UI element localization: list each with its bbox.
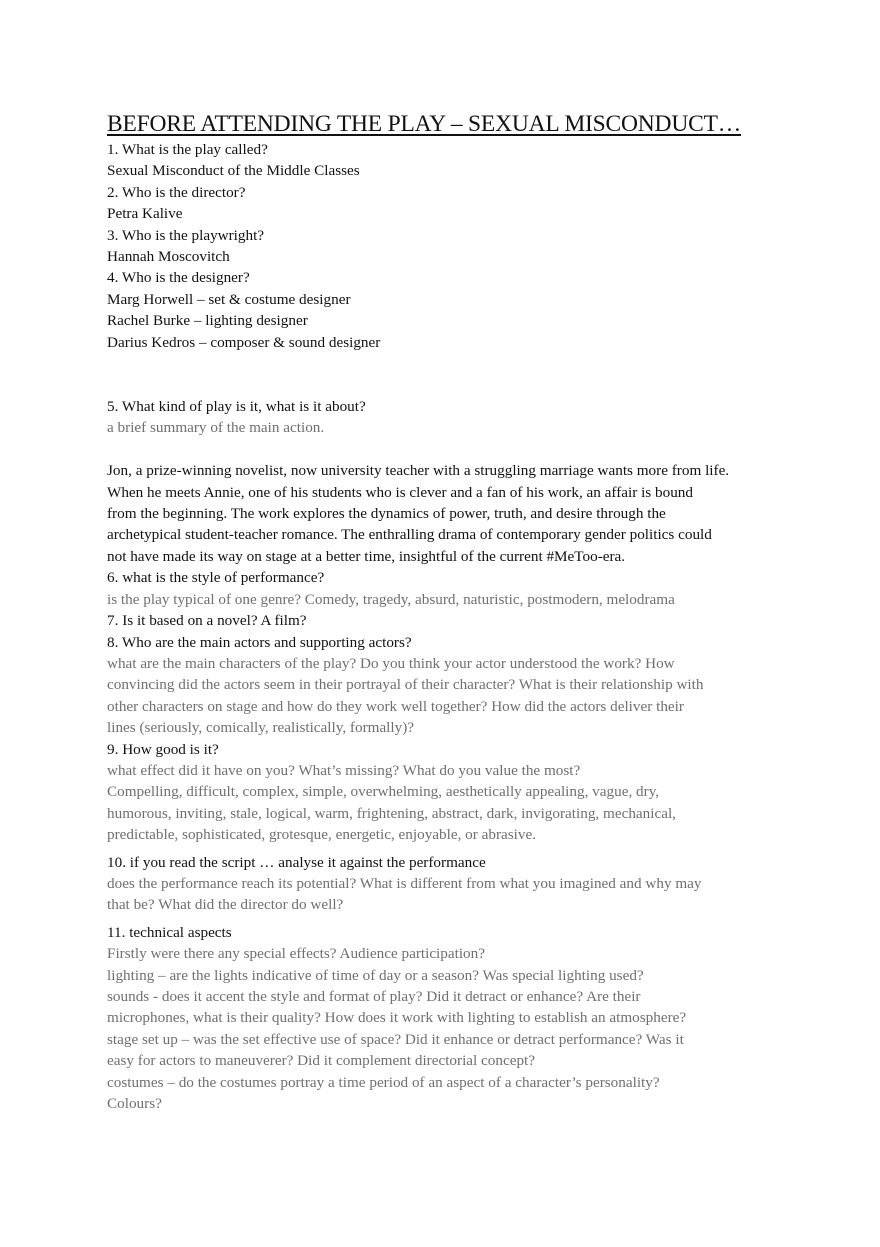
prompt-11-line: costumes – do the costumes portray a time period of an aspect of a character’s personality? [107, 1073, 660, 1091]
prompt-11-line: easy for actors to maneuverer? Did it complement directorial concept? [107, 1052, 536, 1070]
answer-5-line: archetypical student-teacher romance. The enthralling drama of contemporary gender politics could [107, 526, 712, 544]
prompt-11-line: sounds - does it accent the style and format of play? Did it detract or enhance? Are their [107, 988, 641, 1006]
answer-1: Sexual Misconduct of the Middle Classes [107, 162, 360, 180]
prompt-10-line: that be? What did the director do well? [107, 896, 344, 914]
answer-5-line: When he meets Annie, one of his students who is clever and a fan of his work, an affair is bound [107, 483, 693, 501]
answer-5-line: Jon, a prize-winning novelist, now university teacher with a struggling marriage wants more from life. [107, 462, 730, 480]
answer-4-line: Rachel Burke – lighting designer [107, 312, 308, 330]
question-5: 5. What kind of play is it, what is it about? [107, 398, 366, 416]
question-10: 10. if you read the script … analyse it against the performance [107, 853, 486, 871]
prompt-11-line: stage set up – was the set effective use of space? Did it enhance or detract performance? Was it [107, 1030, 684, 1048]
prompt-11-line: Firstly were there any special effects? Audience participation? [107, 945, 485, 963]
question-4: 4. Who is the designer? [107, 269, 250, 287]
question-1: 1. What is the play called? [107, 141, 268, 158]
question-9: 9. How good is it? [107, 740, 219, 758]
prompt-9-line: humorous, inviting, stale, logical, warm, frightening, abstract, dark, invigorating, mechanical, [107, 804, 676, 822]
question-2: 2. Who is the director? [107, 183, 246, 201]
prompt-11-line: Colours? [107, 1095, 162, 1113]
question-list [107, 139, 807, 1114]
prompt-11-line: lighting – are the lights indicative of time of day or a season? Was special lighting used? [107, 966, 644, 984]
question-11: 11. technical aspects [107, 923, 232, 941]
answer-5-line: from the beginning. The work explores the dynamics of power, truth, and desire through the [107, 505, 666, 523]
page-title: BEFORE ATTENDING THE PLAY – SEXUAL MISCONDUCT… [107, 111, 742, 137]
question-3: 3. Who is the playwright? [107, 226, 265, 244]
answer-5-line: not have made its way on stage at a better time, insightful of the current #MeToo-era. [107, 547, 626, 565]
prompt-6: is the play typical of one genre? Comedy, tragedy, absurd, naturistic, postmodern, melodrama [107, 590, 675, 608]
prompt-8-line: what are the main characters of the play? Do you think your actor understood the work? How [107, 654, 675, 672]
prompt-9-line: predictable, sophisticated, grotesque, energetic, enjoyable, or abrasive. [107, 826, 537, 844]
answer-2: Petra Kalive [107, 205, 183, 223]
answer-4-line: Darius Kedros – composer & sound designer [107, 333, 381, 351]
question-8: 8. Who are the main actors and supporting actors? [107, 633, 412, 651]
prompt-5: a brief summary of the main action. [107, 419, 325, 437]
prompt-9-line: what effect did it have on you? What’s missing? What do you value the most? [107, 761, 581, 779]
prompt-8-line: other characters on stage and how do they work well together? How did the actors deliver their [107, 697, 684, 715]
answer-4-line: Marg Horwell – set & costume designer [107, 290, 351, 308]
prompt-8-line: lines (seriously, comically, realistically, formally)? [107, 719, 415, 737]
prompt-8-line: convincing did the actors seem in their portrayal of their character? What is their relationship with [107, 676, 704, 694]
prompt-11-line: microphones, what is their quality? How does it work with lighting to establish an atmosphere? [107, 1009, 687, 1027]
question-6: 6. what is the style of performance? [107, 569, 325, 587]
question-7: 7. Is it based on a novel? A film? [107, 612, 307, 630]
prompt-9-line: Compelling, difficult, complex, simple, overwhelming, aesthetically appealing, vague, dry, [107, 783, 660, 801]
prompt-10-line: does the performance reach its potential? What is different from what you imagined and why may [107, 874, 702, 892]
answer-3: Hannah Moscovitch [107, 248, 230, 266]
